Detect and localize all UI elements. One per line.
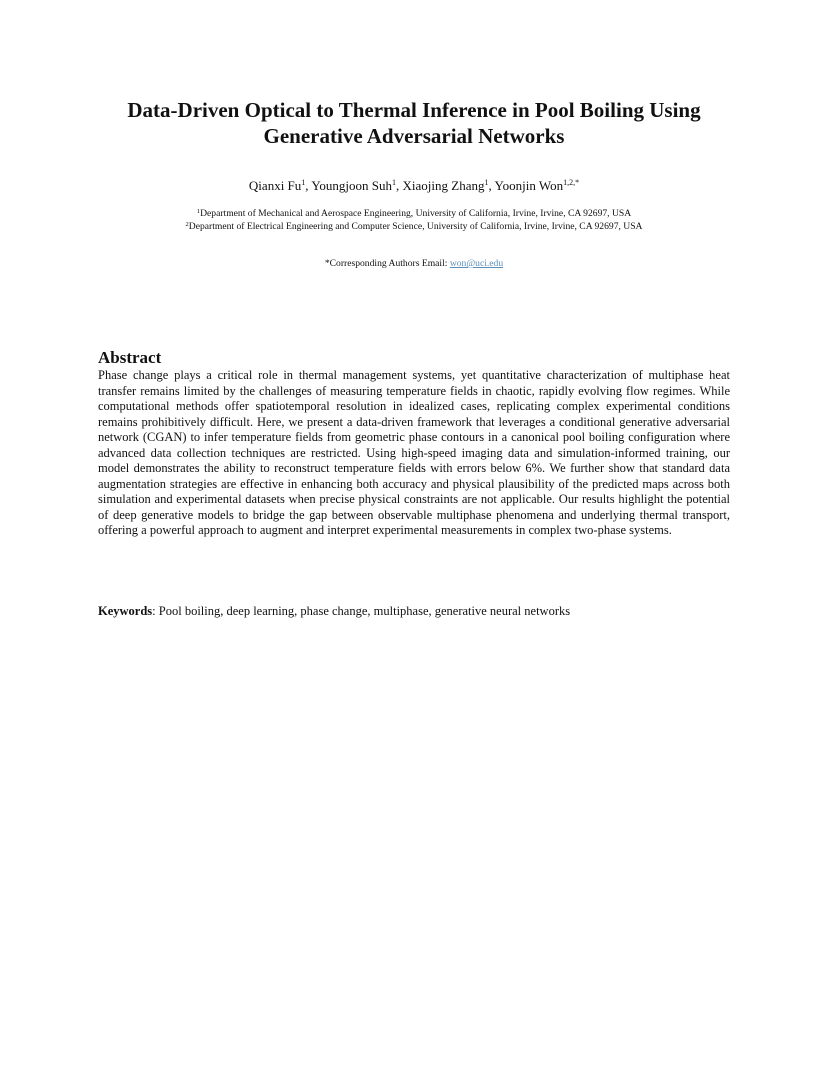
keywords xyxy=(98,604,738,620)
abstract-text: Phase change plays a critical role in thermal management systems, yet quantitative characterization of multiphase heat transfer remains limited by the challenges of measuring temperature fields in chaotic, rapidly evolving flow regimes. While computational methods offer spatiotemporal resolution in idealized cases, replicating complex experimental conditions remains prohibitively difficult. Here, we present a data-driven framework that leverages a conditional generative adversarial network (CGAN) to infer temperature fields from geometric phase contours in a canonical pool boiling configuration where advanced data collection techniques are restricted. Using high-speed imaging data and simulation-informed training, our model demonstrates the ability to reconstruct temperature fields with errors below 6%. We further show that standard data augmentation strategies are effective in enhancing both accuracy and physical plausibility of the predicted maps across both simulation and experimental datasets when precise physical constraints are not applicable. Our results highlight the potential of deep generative models to bridge the gap between observable multiphase phenomena and underlying thermal transport, offering a powerful approach to augment and interpret experimental measurements in complex two-phase systems. xyxy=(98,368,730,537)
keywords-label: Keywords xyxy=(98,604,153,618)
affiliation-list xyxy=(60,207,768,233)
affiliation: $^1$Department of Mechanical and Aerospace Engineering, University of California, Irvine, Irvine, CA 92697, USA xyxy=(196,208,632,219)
keywords-text: : Pool boiling, deep learning, phase change, multiphase, generative neural networks xyxy=(152,604,571,618)
author-list xyxy=(60,177,768,195)
author: Youngjoon Suh$^1$, xyxy=(311,178,403,193)
author-affiliation-mark: 1,2,* xyxy=(563,178,580,187)
author: Xiaojing Zhang$^1$, xyxy=(402,178,495,193)
author-affiliation-mark: 1 xyxy=(301,178,306,187)
abstract-heading: Abstract xyxy=(98,348,162,367)
author: Qianxi Fu$^1$, xyxy=(248,178,312,193)
corresponding-email-link[interactable]: won@uci.edu xyxy=(449,258,504,269)
author: Yoonjin Won$^{1,2,*}$ xyxy=(494,178,580,193)
author-affiliation-mark: 1 xyxy=(392,178,397,187)
author-affiliation-mark: 1 xyxy=(484,178,489,187)
affiliation: $^2$Department of Electrical Engineering and Computer Science, University of California, Irvine, Irvine, CA 92697, USA xyxy=(185,221,643,232)
paper-title xyxy=(60,97,768,149)
corresponding-label: *Corresponding Authors Email: xyxy=(324,258,450,269)
paper-title-line-2: Generative Adversarial Networks xyxy=(263,124,565,148)
corresponding-author xyxy=(60,257,768,270)
paper-title-line-1: Data-Driven Optical to Thermal Inference in Pool Boiling Using xyxy=(127,98,701,122)
